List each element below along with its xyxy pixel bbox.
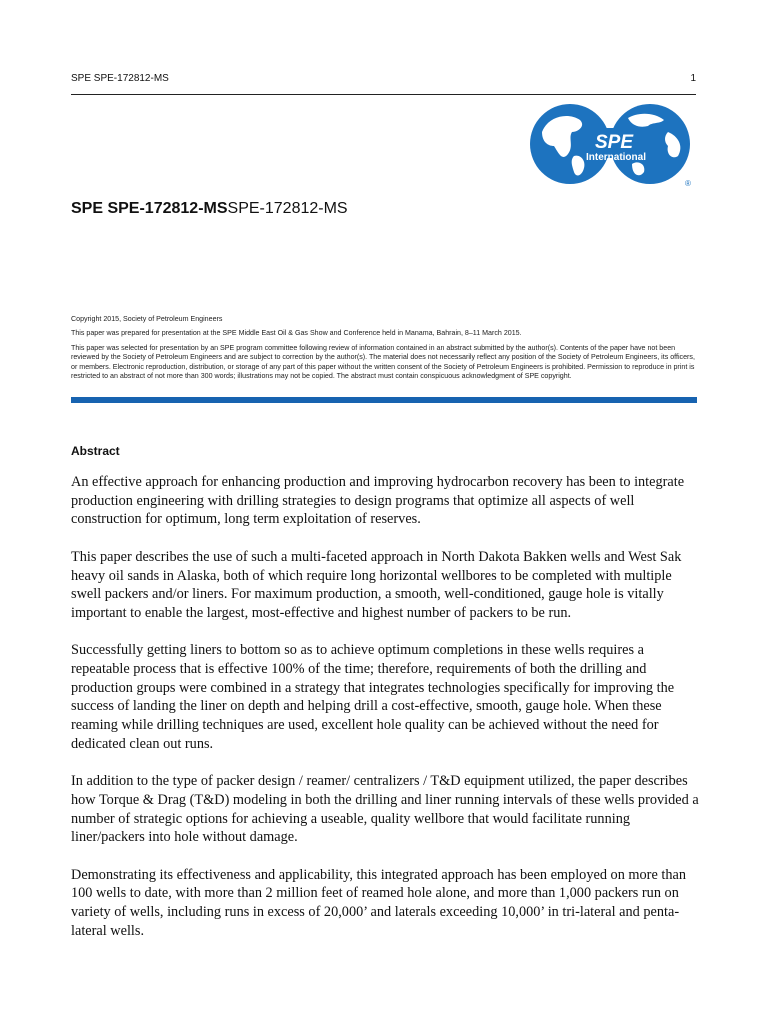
abstract-paragraph: In addition to the type of packer design / reamer/ centralizers / T&D equipment utilized, the paper describes how Torque & Drag (T&D) modeling in both the drilling and liner running intervals of these wells provided a number of strategic options for achieving a useable, quality wellbore that would facilitate running liner/packers into hole without damage. (71, 773, 699, 846)
registered-mark: ® (685, 179, 691, 188)
abstract-paragraph: This paper describes the use of such a multi-faceted approach in North Dakota Bakken wells and West Sak heavy oil sands in Alaska, both of which require long horizontal wellbores to be completed with multiple swell packers and/or liners. For maximum production, a smooth, well-conditioned, gauge hole is vitally important to enable the largest, most-effective and highest number of packers to be run. (71, 548, 682, 621)
logo-spe-text: SPE (594, 132, 634, 153)
abstract-paragraph: An effective approach for enhancing production and improving hydrocarbon recovery has been to integrate production engineering with drilling strategies to design programs that optimize all aspects of well construction for optimum, long term exploitation of reserves. (71, 474, 685, 528)
copyright-line: Copyright 2015, Society of Petroleum Engineers (71, 315, 223, 323)
paper-title-bold: SPE SPE-172812-MS (71, 200, 228, 217)
presentation-line: This paper was prepared for presentation at the SPE Middle East Oil & Gas Show and Conference held in Manama, Bahrain, 8–11 March 2015. (71, 329, 522, 338)
spe-international-logo (528, 102, 694, 188)
header-paper-id: SPE SPE-172812-MS (71, 73, 169, 84)
abstract-heading: Abstract (71, 444, 120, 458)
selection-notice: This paper was selected for presentation by an SPE program committee following review of information contained in an abstract submitted by the author(s). Contents of the paper have not been reviewed by the Society of Petroleum Engineers and are subject to correction by the author(s). The material does not necessarily reflect any position of the Society of Petroleum Engineers, its officers, or members. Electronic reproduction, distribution, or storage of any part of this paper without the written consent of the Society of Petroleum Engineers is prohibited. Permission to reproduce in print is restricted to an abstract of not more than 300 words; illustrations may not be copied. The abstract must contain conspicuous acknowledgment of SPE copyright. (71, 343, 695, 381)
abstract-paragraph: Demonstrating its effectiveness and applicability, this integrated approach has been employed on more than 100 wells to date, with more than 2 million feet of reamed hole alone, and more than 1,000 packers run on variety of wells, including runs in excess of 20,000’ and laterals exceeding 10,000’ in tri-lateral and penta-lateral wells. (71, 866, 686, 939)
abstract-paragraph: Successfully getting liners to bottom so as to achieve optimum completions in these wells requires a repeatable process that is effective 100% of the time; therefore, requirements of both the drilling and production groups were combined in a strategy that integrates technologies specifically for improving the success of landing the liner on depth and helping drill a cost-effective, smooth, gauge hole. When these reaming while drilling techniques are used, excellent hole quality can be achieved without the need for dedicated clean out runs. (71, 642, 675, 752)
paper-title (71, 199, 348, 219)
page-number: 1 (690, 73, 696, 84)
section-divider-bar (71, 397, 697, 403)
page-header (71, 70, 696, 95)
abstract-body (71, 473, 699, 959)
legal-notice (71, 315, 697, 386)
logo-international-text: International (585, 152, 647, 163)
paper-title-normal: SPE-172812-MS (227, 200, 348, 217)
